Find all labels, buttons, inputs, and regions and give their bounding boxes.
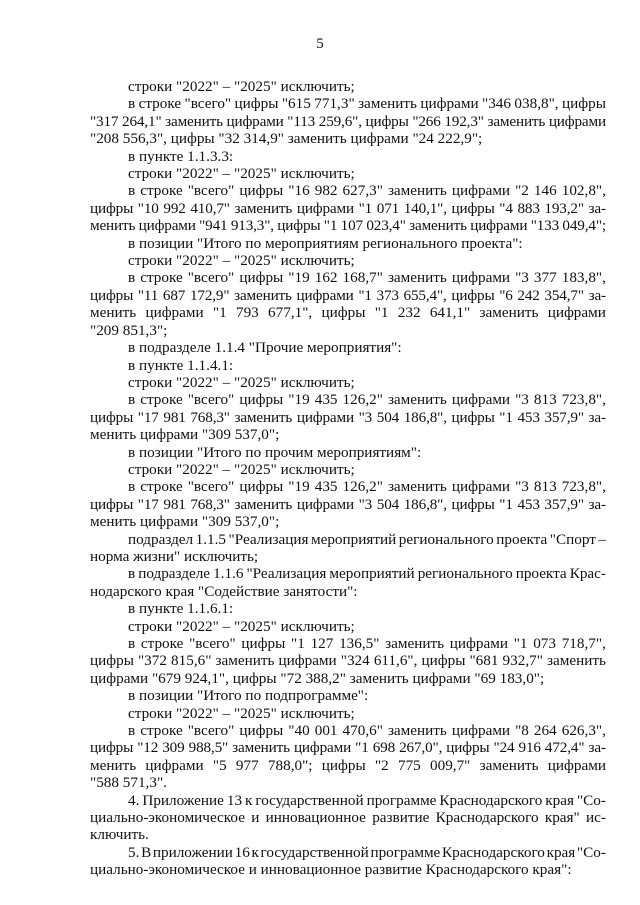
word: "19 [288,269,310,287]
word: цифрами [451,722,511,740]
word: "1 [291,635,305,652]
word: цифрами [296,286,354,304]
word: "всего" [184,95,232,113]
word: 186,8", [403,495,447,513]
word: 472,4" [544,739,585,757]
word: заменить [387,478,447,496]
word: цифры [277,217,321,235]
word: 793 [235,304,259,322]
word: цифры [90,286,134,304]
text-line: в пункте 1.1.6.1: [128,600,234,618]
word: 410,7" [190,199,230,217]
word: "8 [515,722,529,740]
word: цифры [365,112,409,130]
word: цифрами [449,635,508,652]
word: "17 [137,495,159,513]
word: 504 [376,408,400,426]
word: 982 [314,182,338,200]
word: 723,8", [561,478,606,496]
text-line [90,287,606,304]
word: заменить [234,286,292,304]
word: развитие [372,809,430,827]
word: "3 [358,408,373,426]
word: 1.1.5 [195,530,227,548]
word: заменить [387,269,447,287]
word: 232 [397,304,421,322]
word: в [128,391,136,409]
text-line [90,792,606,809]
word: 001 [314,722,338,740]
word: 16 [234,843,250,861]
word: за- [588,739,606,757]
word: "всего" [189,635,236,652]
word: цифры [451,286,495,304]
word: "681 [469,652,499,670]
word: 435 [314,478,338,496]
word: 453 [517,495,540,513]
word: "всего" [187,391,235,409]
word: 242 [517,286,540,304]
word: циально-экономическое [90,809,245,827]
word: 916 [518,739,541,757]
word: цифрами [293,739,352,757]
word: "11 [137,286,159,304]
word: заменить [487,112,546,130]
text-line: цифрами "679 924,1", цифры "72 388,2" заменить цифрами "69 183,0"; [90,669,545,687]
word: строке [140,391,183,409]
word: 981 [163,408,186,426]
word: края" [544,809,580,827]
word: 655,4", [403,286,447,304]
text-line: в позиции "Итого по мероприятиям регионального проекта": [128,234,523,252]
word: "1 [374,304,389,322]
word: 162 [314,269,338,287]
word: цифры [451,408,495,426]
word: "5 [212,756,227,774]
word: 1.1.6 [213,565,244,583]
word: 264 [533,722,557,740]
word: "6 [499,286,513,304]
word: за- [588,199,606,217]
text-line [90,844,606,861]
word: 126,2" [342,478,383,496]
word: 4. [128,791,140,809]
word: 977 [235,756,259,774]
word: заменить [409,217,467,235]
word: "Со- [576,791,606,809]
word: края [545,791,574,809]
word: в [128,635,136,652]
word: цифрами [470,217,528,235]
text-line [90,739,606,756]
text-line: в позиции "Итого по подпрограмме": [128,687,369,705]
word: 788,0"; [267,756,313,774]
text-line [90,496,606,513]
word: цифрами [451,182,511,200]
word: цифрами [548,112,606,130]
word: цифрами [226,112,284,130]
word: заменить [387,182,447,200]
document-body [90,78,606,879]
word: Приложение [142,791,224,809]
word: 357,9" [544,495,584,513]
word: цифрами [145,756,204,774]
word: 172,9" [189,286,230,304]
word: заменить [387,722,447,740]
word: подраздел [128,530,194,548]
word: цифрами [278,652,337,670]
word: "Реализация [228,530,309,548]
word: регионального [398,530,494,548]
word: заменить [479,756,539,774]
word: "1 [323,217,338,235]
word: "372 [137,652,167,670]
word: цифры [451,199,495,217]
word: 677,1", [268,304,313,322]
word: к [245,791,253,809]
word: цифры [241,635,286,652]
text-line [90,95,606,112]
word: 883 [517,199,540,217]
word: "Реализация [246,565,327,583]
word: цифры [446,739,490,757]
word: заменить [547,652,606,670]
word: менить [90,756,137,774]
word: В [141,843,152,861]
word: цифры [451,495,495,513]
word: 023,4" [366,217,406,235]
word: 626,3", [561,722,606,740]
word: 768,3" [190,495,230,513]
word: 357,9" [544,408,584,426]
word: 932,7" [502,652,543,670]
page-number: 5 [316,36,324,52]
word: 775 [397,756,421,774]
text-line: ключить. [90,826,149,844]
word: строке [138,95,182,113]
word: 186,8", [403,408,447,426]
word: 718,7", [561,635,606,652]
word: 504 [376,495,400,513]
word: цифры [562,95,606,113]
text-line [90,531,606,548]
word: приложении [152,843,233,861]
word: 038,8", [514,95,559,113]
word: "всего" [187,722,235,740]
word: 988,5" [188,739,229,757]
word: 815,6" [171,652,212,670]
word: заменить [387,391,447,409]
word: "4 [499,199,513,217]
text-line: "209 851,3"; [90,321,168,339]
word: "всего" [187,269,235,287]
word: 453 [517,408,540,426]
word: "12 [137,739,159,757]
word: "16 [288,182,310,200]
word: 140,1", [403,199,447,217]
word: программе [370,843,441,861]
word: 183,8", [561,269,606,287]
word: заменить [165,112,223,130]
word: 992 [163,199,186,217]
word: в [128,565,136,583]
word: цифрами [547,756,606,774]
word: за- [588,495,606,513]
word: цифрами [451,269,511,287]
word: "2 [515,182,529,200]
word: 813 [533,391,557,409]
word: за- [588,286,606,304]
word: мероприятий [329,565,415,583]
word: "324 [340,652,370,670]
word: "24 [493,739,515,757]
word: цифры [90,652,134,670]
word: цифры [234,95,279,113]
text-line [90,757,606,774]
word: "1 [212,304,227,322]
word: цифры [421,652,466,670]
word: "3 [358,495,373,513]
word: менить [90,217,136,235]
word: края [546,843,576,861]
word: заменить [479,304,539,322]
word: 309 [162,739,185,757]
word: строке [140,478,183,496]
word: "10 [137,199,159,217]
word: менить [90,304,137,322]
text-line: строки "2022" – "2025" исключить; [128,165,355,183]
word: 641,1" [429,304,471,322]
text-line: строки "2022" – "2025" исключить; [128,460,355,478]
word: и [251,809,260,827]
word: "3 [515,269,529,287]
text-line: строки "2022" – "2025" исключить; [128,704,355,722]
word: "1 [513,635,528,652]
text-line [90,635,606,652]
word: 435 [314,391,338,409]
word: строке [140,182,183,200]
word: проекта [515,565,567,583]
text-line [90,409,606,426]
text-line: менить цифрами "309 537,0"; [90,426,280,444]
word: в [128,269,136,287]
text-line: норма жизни" исключить; [90,547,259,565]
word: в [128,95,136,113]
word: 13 [226,791,243,809]
word: в [128,478,136,496]
word: заменить [234,408,293,426]
word: "941 [199,217,228,235]
word: программе [366,791,437,809]
text-line: "208 556,3", цифры "32 314,9" заменить цифрами "24 222,9"; [90,130,483,148]
word: "1 [358,286,372,304]
word: 354,7" [544,286,584,304]
word: "266 [412,112,441,130]
word: цифрами [296,199,354,217]
word: цифры [239,722,284,740]
text-line [90,113,606,130]
text-line: нодарского края "Содействие занятости": [90,582,358,600]
text-line: в пункте 1.1.4.1: [128,356,234,374]
word: "615 [281,95,311,113]
word: 771,3" [314,95,355,113]
word: "317 [90,112,119,130]
word: цифрами [451,391,511,409]
text-line [90,304,606,321]
word: 768,3" [190,408,230,426]
word: 687 [162,286,186,304]
word: цифры [239,182,284,200]
word: государственной [260,843,369,861]
word: регионального [417,565,513,583]
text-line [90,269,606,286]
word: "3 [515,391,529,409]
word: инновационное [265,809,366,827]
word: "1 [355,739,369,757]
word: 723,8", [561,391,606,409]
text-line [90,391,606,408]
word: 193,2" [544,199,584,217]
text-line [90,652,606,669]
word: цифрами [451,478,511,496]
text-line [90,217,606,234]
word: Краснодарского [441,843,545,861]
word: 377 [533,269,557,287]
word: "1 [358,199,373,217]
word: цифры [90,199,134,217]
word: "40 [288,722,310,740]
word: Краснодарского [439,791,543,809]
text-line: "588 571,3". [90,774,167,792]
word: 107 [340,217,363,235]
word: 470,6" [342,722,383,740]
word: цифрами [296,408,354,426]
text-line: менить цифрами "309 537,0"; [90,513,280,531]
word: заменить [358,95,417,113]
word: цифры [90,495,134,513]
word: в [128,722,136,740]
text-line: циально-экономическое и инновационное развитие Краснодарского края": [90,861,572,879]
word: "19 [288,478,310,496]
word: 049,4"; [562,217,606,235]
word: цифрами [296,495,354,513]
text-line [90,722,606,739]
word: 192,3" [444,112,484,130]
word: цифры [239,391,284,409]
word: 5. [128,843,140,861]
word: 264,1" [122,112,162,130]
text-line [90,478,606,495]
text-line: в подразделе 1.1.4 "Прочие мероприятия": [128,339,402,357]
word: строке [140,722,183,740]
text-line: в позиции "Итого по прочим мероприятиям": [128,443,422,461]
word: цифры [90,408,134,426]
word: 267,0", [399,739,443,757]
word: "346 [482,95,511,113]
word: заменить [232,739,290,757]
word: цифрами [420,95,479,113]
word: к [251,843,259,861]
word: 102,8", [561,182,606,200]
word: "3 [515,478,529,496]
word: цифры [239,478,284,496]
word: "1 [499,495,513,513]
word: 126,2" [342,391,383,409]
word: 136,5" [339,635,380,652]
word: цифрами [547,304,606,322]
word: 913,3", [230,217,274,235]
text-line [90,809,606,826]
word: "17 [137,408,159,426]
text-line: строки "2022" – "2025" исключить; [128,252,355,270]
word: 259,6", [318,112,362,130]
word: "19 [288,391,310,409]
word: строке [140,635,184,652]
text-line: строки "2022" – "2025" исключить; [128,373,355,391]
word: – [598,530,606,548]
text-line [90,565,606,582]
word: Краснодарского [435,809,539,827]
text-line: строки "2022" – "2025" исключить; [128,617,355,635]
word: 146 [533,182,557,200]
word: заменить [385,635,445,652]
word: "113 [287,112,316,130]
text-line: в пункте 1.1.3.3: [128,147,234,165]
word: государственной [255,791,364,809]
word: 611,6", [373,652,418,670]
word: "2 [374,756,389,774]
word: 698 [372,739,396,757]
text-line [90,200,606,217]
word: цифрами [138,217,196,235]
word: за- [588,408,606,426]
word: 009,7" [430,756,471,774]
word: 071 [376,199,400,217]
word: проекта [496,530,548,548]
word: мероприятий [310,530,397,548]
word: "133 [530,217,560,235]
word: в [128,182,136,200]
word: 127 [310,635,334,652]
word: цифры [321,756,366,774]
word: строке [140,269,183,287]
word: "1 [499,408,513,426]
word: 373 [376,286,399,304]
word: ис- [585,809,606,827]
word: 073 [533,635,556,652]
word: 813 [533,478,557,496]
word: 627,3" [342,182,383,200]
text-line: строки "2022" – "2025" исключить; [128,78,355,95]
word: заменить [234,199,293,217]
word: Крас- [569,565,606,583]
text-line [90,182,606,199]
word: "всего" [187,478,235,496]
word: 168,7" [342,269,383,287]
word: заменить [234,495,293,513]
word: цифры [239,269,284,287]
word: "всего" [187,182,235,200]
word: подразделе [138,565,211,583]
word: цифры [90,739,134,757]
word: цифры [321,304,366,322]
word: "Спорт [549,530,596,548]
word: "Со- [576,843,606,861]
word: заменить [215,652,275,670]
word: цифрами [145,304,204,322]
word: 981 [163,495,186,513]
